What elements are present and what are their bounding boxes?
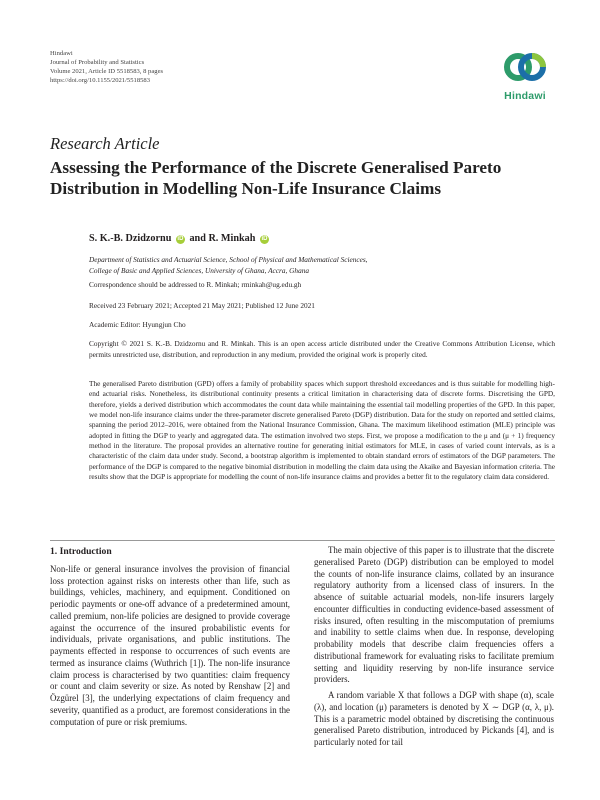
publisher-name: Hindawi [50,50,73,57]
article-type: Research Article [50,134,160,153]
journal-name: Journal of Probability and Statistics [50,59,145,66]
author-list [89,233,271,244]
author-connector: and [189,233,206,244]
doi-link[interactable]: https://doi.org/10.1155/2021/5518583 [50,77,151,84]
journal-meta [50,49,163,85]
logo-text: Hindawi [504,90,546,102]
volume-info: Volume 2021, Article ID 5518583, 8 pages [50,68,164,75]
paragraph: Non-life or general insurance involves the provision of financial loss protection against risks on interests other than life, such as buildings, vehicles, machinery, and equipment. Conditioned on periodic payments or one-off advance of a predetermined amount, called premium, non-life policies are designed to provide coverage against the occurrence of the insured probabilistic events for individuals, private organisations, and public institutions. The payments effected in response to occurrences of such events are termed as insurance claims (Wuthrich [1]). The non-life insurance claim process is characterised by two quantities: claim frequency or count and claim severity or size. As noted by Renshaw [2] and Özgürel [3], the underlying expectations of claim frequency and severity, quantified as a product, are foremost considerations in the computation of pure or risk premiums. [50,563,290,727]
hindawi-logo-icon [502,46,548,88]
orcid-icon[interactable]: iD [177,236,184,242]
publisher-logo [494,46,556,102]
copyright-notice: Copyright © 2021 S. K.-B. Dzidzornu and R. Minkah. This is an open access article distributed under the Creative Commons Attribution License, which permits unrestricted use, distribution, and reproduction in any medium, provided the original work is properly cited. [89,339,555,359]
academic-editor: Academic Editor: Hyungjun Cho [89,320,186,329]
correspondence: Correspondence should be addressed to R. Minkah; rminkah@ug.edu.gh [89,280,302,289]
paragraph: A random variable X that follows a DGP with shape (α), scale (λ), and location (μ) parameters is denoted by X ∼ DGP (α, λ, μ). This is a parametric model obtained by discretising the continuous generalised Pareto distribution, introduced by Pickands [4], and is particularly noted for tail [314,690,554,747]
right-column [314,545,554,749]
section-divider [50,540,555,541]
orcid-icon[interactable]: iD [261,236,268,242]
paragraph: The main objective of this paper is to illustrate that the discrete generalised Pareto (DGP) distribution can be employed to model the counts of non-life insurance claims, collated by an insurance regulatory authority from a licensed class of insurers. In the absence of suitable actuarial models, non-life insurers largely encounter difficulties in conducting evidence-based assessment of risks insured, often resulting in the miscomputation of premiums and inability to settle claims when due. In response, developing probability models that describe claim frequencies offers a distributional framework for evaluating risks to facilitate premium setting and liquidity reserving by non-life insurance service providers. [314,545,554,685]
affiliation-line: College of Basic and Applied Sciences, University of Ghana, Accra, Ghana [89,265,310,275]
section-heading: 1. Introduction [50,546,112,557]
left-column [50,545,290,728]
article-title: Assessing the Performance of the Discrete Generalised Pareto Distribution in Modelling Non-Life Insurance Claims [50,158,502,198]
affiliation-line: Department of Statistics and Actuarial Science, School of Physical and Mathematical Sciences, [89,255,368,264]
affiliation [89,255,368,276]
article-dates: Received 23 February 2021; Accepted 21 May 2021; Published 12 June 2021 [89,301,315,310]
abstract: The generalised Pareto distribution (GPD) offers a family of probability spaces which support threshold exceedances and is thus suitable for modelling high-end actuarial risks. Nonetheless, its distributional continuity presents a critical limitation in characterising data of discrete forms. Discretising the GPD, therefore, yields a derived distribution which accommodates the count data while maintaining the essential tail modelling properties of the GPD. In this paper, we model non-life insurance claims under the three-parameter discrete generalised Pareto (DGP) distribution. Data for the study on reported and settled claims, spanning the period 2012–2016, were obtained from the National Insurance Commission, Ghana. The maximum likelihood estimation (MLE) principle was adopted in fitting the DGP to yearly and aggregated data. The estimation involved two steps. First, we propose a modification to the μ and (μ + 1) frequency method in the literature. The proposal provides an alternative routine for generating initial estimators for MLE, in cases of varied count intervals, as is a characteristic of the claim data under study. Second, a bootstrap algorithm is implemented to obtain standard errors of estimators of the DGP parameters. The performance of the DGP is compared to the negative binomial distribution in modelling the claim data using the Akaike and Bayesian information criteria. The results show that the DGP is appropriate for modelling the count of non-life insurance claims and provides a better fit to the regulatory claim data considered. [89,379,555,482]
author-2[interactable]: R. Minkah [208,233,256,244]
author-1[interactable]: S. K.-B. Dzidzornu [89,233,172,244]
